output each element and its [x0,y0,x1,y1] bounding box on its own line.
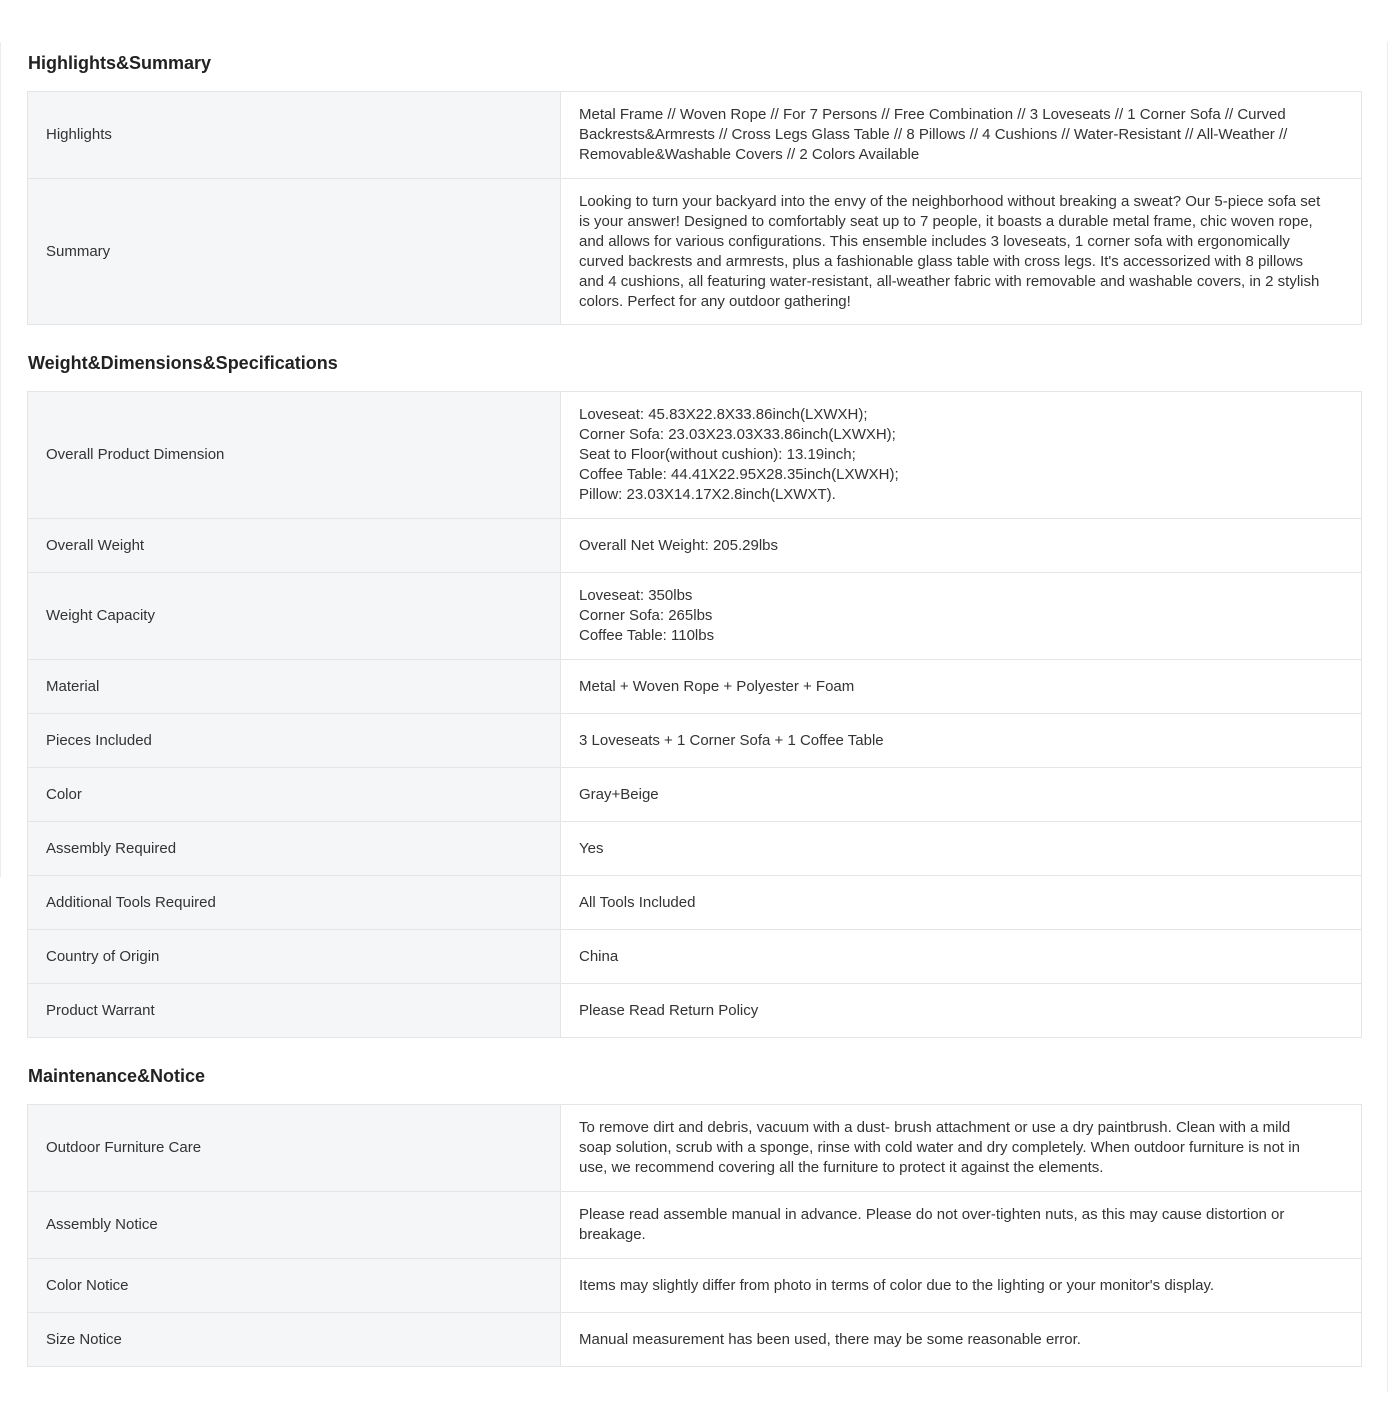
table-row [28,714,1362,768]
value-line: Removable&Washable Covers // 2 Colors Available [579,146,920,163]
row-value [561,1313,1362,1367]
row-label: Assembly Notice [28,1192,561,1259]
section-title-maintenance-notice: Maintenance&Notice [28,1066,206,1086]
table-row [28,768,1362,822]
table-row [28,984,1362,1038]
row-label: Size Notice [28,1313,561,1367]
value-line: Coffee Table: 110lbs [579,627,715,644]
table-row [28,1192,1362,1259]
row-label: Color [28,768,561,822]
row-label: Weight Capacity [28,573,561,660]
spec-content [27,51,1361,1393]
table-row [28,92,1362,179]
table-row [28,660,1362,714]
table-row [28,392,1362,519]
row-label: Additional Tools Required [28,876,561,930]
value-line: Manual measurement has been used, there may be some reasonable error. [579,1330,1081,1348]
value-line: Backrests&Armrests // Cross Legs Glass Table // 8 Pillows // 4 Cushions // Water-Resistant // All-Weather // [579,126,1288,143]
maintenance-notice-table [27,1104,1362,1367]
row-label: Country of Origin [28,930,561,984]
section-title-highlights-summary: Highlights&Summary [28,53,212,73]
value-line: is your answer! Designed to comfortably seat up to 7 people, it boasts a durable metal frame, chic woven rope, [579,212,1313,230]
row-value [561,1259,1362,1313]
value-line: and allows for various configurations. This ensemble includes 3 loveseats, 1 corner sofa with ergonomically [579,232,1290,250]
value-line: Loveseat: 45.83X22.8X33.86inch(LXWXH); [579,406,868,423]
row-label: Product Warrant [28,984,561,1038]
row-label: Outdoor Furniture Care [28,1105,561,1192]
value-line: Corner Sofa: 23.03X23.03X33.86inch(LXWXH); [579,426,896,443]
table-row [28,1313,1362,1367]
row-value [561,714,1362,768]
highlights-summary-table [27,91,1362,325]
value-line: Gray+Beige [579,785,659,803]
table-row [28,1259,1362,1313]
row-value [561,984,1362,1038]
row-value [561,930,1362,984]
value-line: Looking to turn your backyard into the envy of the neighborhood without breaking a sweat? Our 5-piece sofa set [579,192,1321,210]
row-value [561,822,1362,876]
value-line: Items may slightly differ from photo in terms of color due to the lighting or your monitor's display. [579,1276,1215,1294]
value-line: soap solution, scrub with a sponge, rinse with cold water and dry completely. When outdoor furniture is not in [579,1139,1300,1156]
row-label: Assembly Required [28,822,561,876]
table-row [28,573,1362,660]
page-left-border [0,42,1,877]
value-line: Seat to Floor(without cushion): 13.19inch; [579,446,856,463]
table-row [28,822,1362,876]
row-value [561,1192,1362,1259]
value-line: Please Read Return Policy [579,1001,759,1019]
value-line: Overall Net Weight: 205.29lbs [579,536,778,554]
specifications-table [27,391,1362,1038]
value-line: Corner Sofa: 265lbs [579,607,713,624]
row-value [561,876,1362,930]
section-title-weight-dimensions: Weight&Dimensions&Specifications [28,353,338,373]
row-value [561,519,1362,573]
table-row [28,876,1362,930]
row-value [561,392,1362,519]
row-value [561,179,1362,325]
table-row [28,519,1362,573]
value-line: curved backrests and armrests, plus a fashionable glass table with cross legs. It's accessorized with 8 pillows [579,252,1304,270]
row-label: Overall Weight [28,519,561,573]
value-line: Yes [579,839,604,857]
value-line: colors. Perfect for any outdoor gathering! [579,292,851,310]
value-line: Loveseat: 350lbs [579,587,693,604]
value-line: Coffee Table: 44.41X22.95X28.35inch(LXWXH); [579,466,899,483]
value-line: use, we recommend covering all the furniture to protect it against the elements. [579,1159,1104,1176]
value-line: breakage. [579,1226,646,1243]
value-line: 3 Loveseats + 1 Corner Sofa + 1 Coffee Table [579,731,884,749]
value-line: Metal + Woven Rope + Polyester + Foam [579,677,855,695]
row-value [561,660,1362,714]
row-label: Highlights [28,92,561,179]
table-row [28,179,1362,325]
row-value [561,768,1362,822]
value-line: All Tools Included [579,893,696,911]
table-row [28,1105,1362,1192]
value-line: Metal Frame // Woven Rope // For 7 Persons // Free Combination // 3 Loveseats // 1 Corner Sofa // Curved [579,106,1286,123]
row-value [561,573,1362,660]
row-label: Overall Product Dimension [28,392,561,519]
value-line: China [579,947,619,965]
row-label: Summary [28,179,561,325]
value-line: Pillow: 23.03X14.17X2.8inch(LXWXT). [579,486,836,503]
value-line: Please read assemble manual in advance. Please do not over-tighten nuts, as this may cause distortion or [579,1206,1285,1223]
table-row [28,930,1362,984]
row-label: Material [28,660,561,714]
row-label: Color Notice [28,1259,561,1313]
value-line: and 4 cushions, all featuring water-resistant, all-weather fabric with removable and washable covers, in 2 stylish [579,272,1320,290]
row-value [561,92,1362,179]
row-value [561,1105,1362,1192]
value-line: To remove dirt and debris, vacuum with a dust- brush attachment or use a dry paintbrush. Clean with a mild [579,1119,1291,1136]
page-right-border [1387,42,1388,1392]
row-label: Pieces Included [28,714,561,768]
